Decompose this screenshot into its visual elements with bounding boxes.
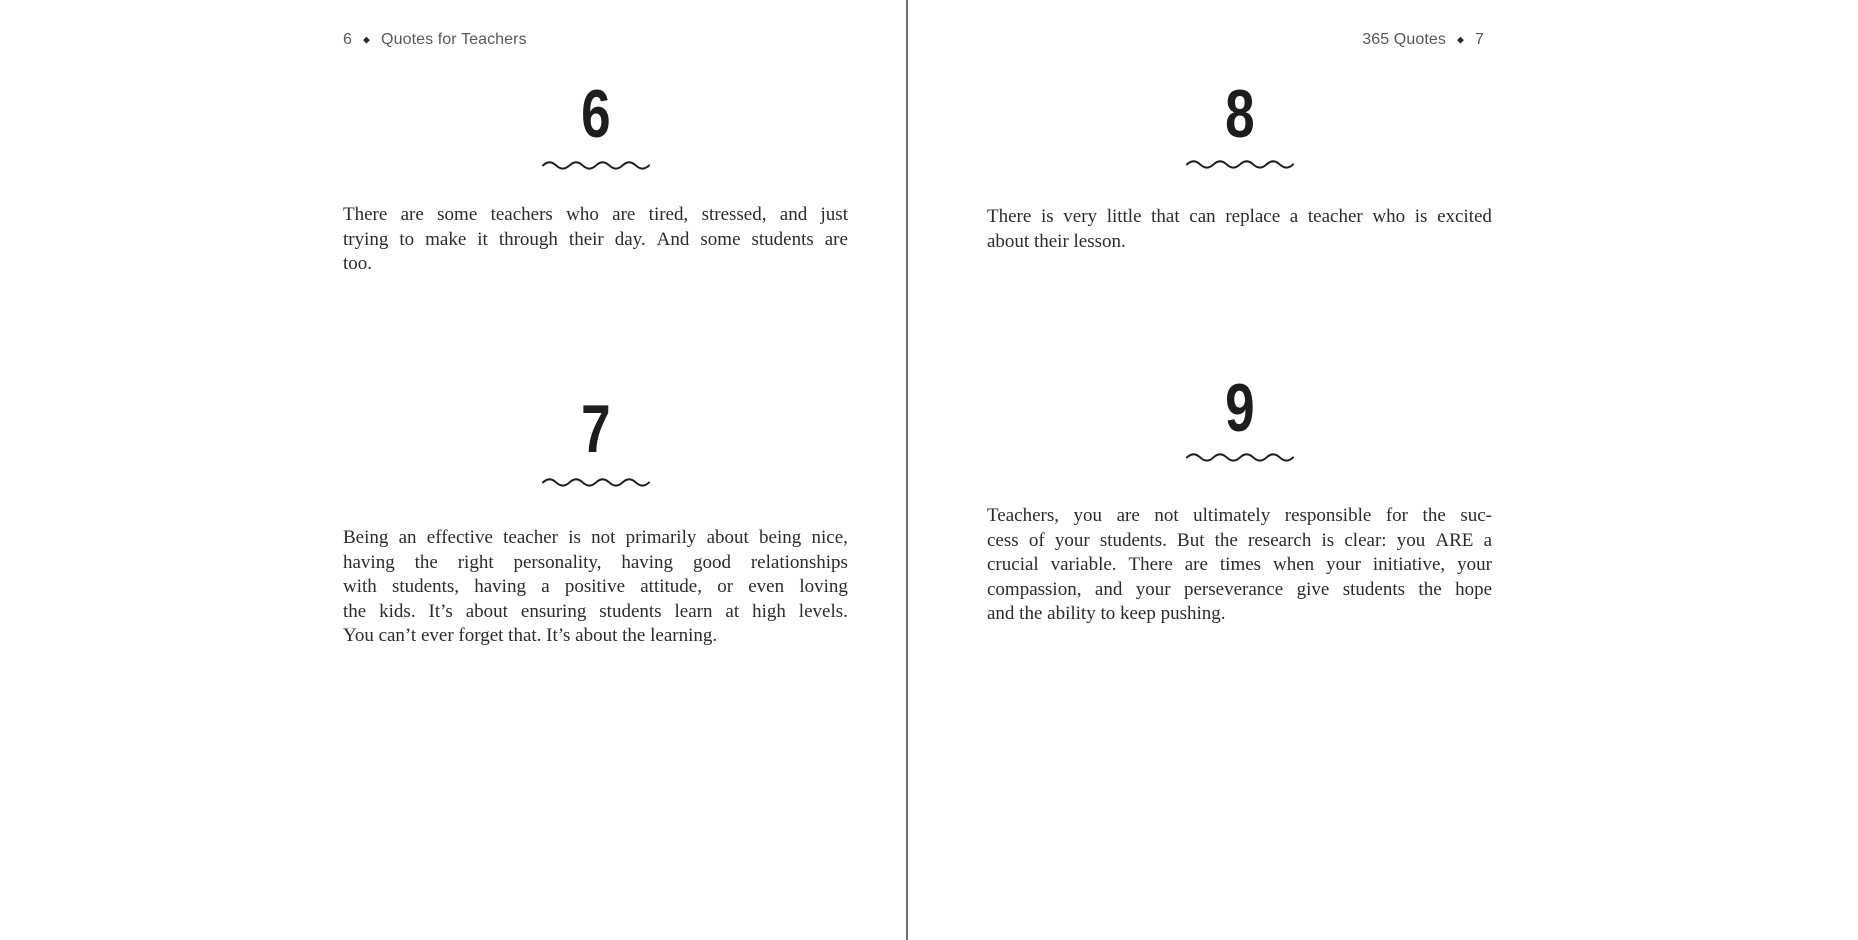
right-page-number: 7	[1475, 31, 1484, 48]
quote-number-8: 8	[1224, 76, 1255, 152]
squiggle-icon	[1185, 450, 1295, 462]
quote-line: Teachers, you are not ultimately responsible for the suc-	[987, 505, 1492, 526]
quote-number-9: 9	[1224, 370, 1255, 446]
page-left	[343, 0, 848, 940]
quote-number-7: 7	[580, 391, 611, 467]
left-running-header	[343, 31, 527, 49]
quote-line: with students, having a positive attitude, or even loving	[343, 576, 848, 598]
quote-line: having the right personality, having good relationships	[343, 551, 848, 573]
page-divider	[906, 0, 908, 940]
quote-line: about their lesson.	[987, 230, 1126, 252]
quote-number-6: 6	[580, 76, 611, 152]
squiggle-icon	[1185, 157, 1295, 169]
diamond-icon: ◆	[1456, 34, 1464, 45]
quote-line: You can’t ever forget that. It’s about the learning.	[343, 625, 718, 647]
quote-line: trying to make it through their day. And some students are	[343, 228, 848, 250]
squiggle-icon	[541, 475, 651, 487]
quote-text-6	[343, 203, 848, 277]
quote-text-9	[987, 504, 1492, 627]
diamond-icon: ◆	[363, 34, 371, 45]
quote-line: compassion, and your perseverance give students the hope	[987, 578, 1492, 600]
quote-line: and the ability to keep pushing.	[987, 603, 1226, 625]
left-page-number: 6	[343, 31, 352, 48]
page-right	[987, 0, 1492, 940]
book-title: 365 Quotes	[1362, 31, 1446, 48]
quote-line: the kids. It’s about ensuring students learn at high levels.	[343, 600, 848, 622]
squiggle-icon	[541, 158, 651, 170]
quote-text-7	[343, 526, 848, 649]
quote-text-8	[987, 205, 1492, 254]
quote-line: crucial variable. There are times when your initiative, your	[987, 554, 1492, 576]
right-running-header	[1362, 31, 1484, 49]
quote-line: too.	[343, 253, 373, 275]
quote-line: Being an effective teacher is not primarily about being nice,	[343, 527, 848, 548]
book-title: Quotes for Teachers	[381, 31, 527, 48]
quote-line: There are some teachers who are tired, stressed, and just	[343, 204, 848, 225]
quote-line: There is very little that can replace a teacher who is excited	[987, 206, 1492, 227]
quote-line: cess of your students. But the research is clear: you ARE a	[987, 529, 1492, 551]
